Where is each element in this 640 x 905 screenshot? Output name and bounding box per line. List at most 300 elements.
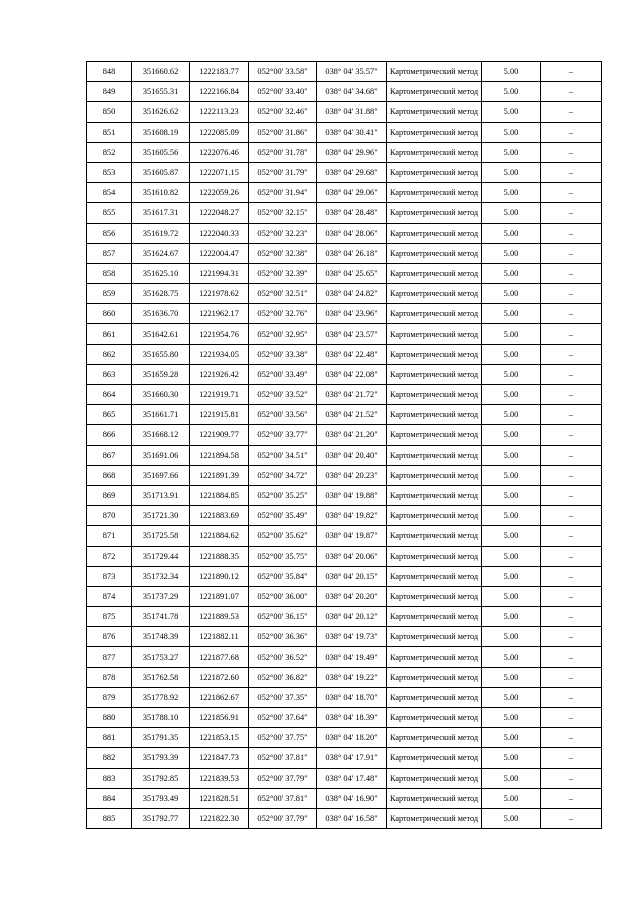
x-coordinate-cell: 351619.72 <box>132 223 190 243</box>
longitude-cell: 038° 04' 21.72" <box>317 385 387 405</box>
method-cell: Картометрический метод <box>387 687 482 707</box>
longitude-cell: 038° 04' 19.88" <box>317 485 387 505</box>
point-number-cell: 865 <box>87 405 132 425</box>
point-number-cell: 879 <box>87 687 132 707</box>
table-row <box>87 243 602 263</box>
table-row <box>87 263 602 283</box>
note-cell: – <box>541 223 602 243</box>
note-cell: – <box>541 284 602 304</box>
latitude-cell: 052°00' 36.36" <box>249 627 317 647</box>
note-cell: – <box>541 405 602 425</box>
latitude-cell: 052°00' 32.51" <box>249 284 317 304</box>
table-row <box>87 324 602 344</box>
accuracy-cell: 5.00 <box>482 223 541 243</box>
method-cell: Картометрический метод <box>387 485 482 505</box>
y-coordinate-cell: 1221954.76 <box>190 324 249 344</box>
note-cell: – <box>541 243 602 263</box>
y-coordinate-cell: 1222113.23 <box>190 102 249 122</box>
latitude-cell: 052°00' 32.23" <box>249 223 317 243</box>
point-number-cell: 859 <box>87 284 132 304</box>
method-cell: Картометрический метод <box>387 304 482 324</box>
table-row <box>87 82 602 102</box>
point-number-cell: 869 <box>87 485 132 505</box>
point-number-cell: 877 <box>87 647 132 667</box>
point-number-cell: 853 <box>87 162 132 182</box>
x-coordinate-cell: 351624.67 <box>132 243 190 263</box>
accuracy-cell: 5.00 <box>482 586 541 606</box>
y-coordinate-cell: 1221994.31 <box>190 263 249 283</box>
longitude-cell: 038° 04' 20.20" <box>317 586 387 606</box>
table-row <box>87 607 602 627</box>
accuracy-cell: 5.00 <box>482 122 541 142</box>
note-cell: – <box>541 304 602 324</box>
point-number-cell: 862 <box>87 344 132 364</box>
table-row <box>87 122 602 142</box>
y-coordinate-cell: 1221890.12 <box>190 566 249 586</box>
method-cell: Картометрический метод <box>387 728 482 748</box>
longitude-cell: 038° 04' 19.87" <box>317 526 387 546</box>
note-cell: – <box>541 788 602 808</box>
note-cell: – <box>541 647 602 667</box>
y-coordinate-cell: 1221891.07 <box>190 586 249 606</box>
method-cell: Картометрический метод <box>387 788 482 808</box>
accuracy-cell: 5.00 <box>482 364 541 384</box>
x-coordinate-cell: 351608.19 <box>132 122 190 142</box>
latitude-cell: 052°00' 37.75" <box>249 728 317 748</box>
point-number-cell: 850 <box>87 102 132 122</box>
point-number-cell: 885 <box>87 808 132 828</box>
x-coordinate-cell: 351792.85 <box>132 768 190 788</box>
note-cell: – <box>541 142 602 162</box>
x-coordinate-cell: 351721.30 <box>132 506 190 526</box>
note-cell: – <box>541 425 602 445</box>
x-coordinate-cell: 351748.39 <box>132 627 190 647</box>
method-cell: Картометрический метод <box>387 324 482 344</box>
accuracy-cell: 5.00 <box>482 183 541 203</box>
longitude-cell: 038° 04' 21.52" <box>317 405 387 425</box>
note-cell: – <box>541 768 602 788</box>
table-row <box>87 284 602 304</box>
accuracy-cell: 5.00 <box>482 647 541 667</box>
point-number-cell: 855 <box>87 203 132 223</box>
accuracy-cell: 5.00 <box>482 284 541 304</box>
y-coordinate-cell: 1222166.84 <box>190 82 249 102</box>
note-cell: – <box>541 667 602 687</box>
table-row <box>87 162 602 182</box>
longitude-cell: 038° 04' 19.22" <box>317 667 387 687</box>
coordinates-table <box>86 61 602 829</box>
latitude-cell: 052°00' 35.49" <box>249 506 317 526</box>
method-cell: Картометрический метод <box>387 768 482 788</box>
accuracy-cell: 5.00 <box>482 344 541 364</box>
x-coordinate-cell: 351793.49 <box>132 788 190 808</box>
note-cell: – <box>541 627 602 647</box>
y-coordinate-cell: 1221853.15 <box>190 728 249 748</box>
table-row <box>87 223 602 243</box>
method-cell: Картометрический метод <box>387 506 482 526</box>
table-row <box>87 667 602 687</box>
method-cell: Картометрический метод <box>387 284 482 304</box>
point-number-cell: 883 <box>87 768 132 788</box>
longitude-cell: 038° 04' 30.41" <box>317 122 387 142</box>
method-cell: Картометрический метод <box>387 243 482 263</box>
x-coordinate-cell: 351636.70 <box>132 304 190 324</box>
latitude-cell: 052°00' 33.77" <box>249 425 317 445</box>
x-coordinate-cell: 351659.28 <box>132 364 190 384</box>
latitude-cell: 052°00' 32.46" <box>249 102 317 122</box>
accuracy-cell: 5.00 <box>482 768 541 788</box>
accuracy-cell: 5.00 <box>482 808 541 828</box>
y-coordinate-cell: 1221888.35 <box>190 546 249 566</box>
y-coordinate-cell: 1221828.51 <box>190 788 249 808</box>
point-number-cell: 854 <box>87 183 132 203</box>
latitude-cell: 052°00' 36.00" <box>249 586 317 606</box>
y-coordinate-cell: 1221856.91 <box>190 708 249 728</box>
y-coordinate-cell: 1222004.47 <box>190 243 249 263</box>
accuracy-cell: 5.00 <box>482 263 541 283</box>
table-row <box>87 142 602 162</box>
note-cell: – <box>541 162 602 182</box>
y-coordinate-cell: 1221919.71 <box>190 385 249 405</box>
point-number-cell: 870 <box>87 506 132 526</box>
accuracy-cell: 5.00 <box>482 385 541 405</box>
y-coordinate-cell: 1221934.05 <box>190 344 249 364</box>
method-cell: Картометрический метод <box>387 586 482 606</box>
method-cell: Картометрический метод <box>387 142 482 162</box>
note-cell: – <box>541 586 602 606</box>
latitude-cell: 052°00' 33.49" <box>249 364 317 384</box>
table-row <box>87 708 602 728</box>
accuracy-cell: 5.00 <box>482 485 541 505</box>
longitude-cell: 038° 04' 23.96" <box>317 304 387 324</box>
latitude-cell: 052°00' 33.52" <box>249 385 317 405</box>
longitude-cell: 038° 04' 20.15" <box>317 566 387 586</box>
table-row <box>87 364 602 384</box>
method-cell: Картометрический метод <box>387 385 482 405</box>
accuracy-cell: 5.00 <box>482 82 541 102</box>
x-coordinate-cell: 351793.39 <box>132 748 190 768</box>
table-row <box>87 203 602 223</box>
longitude-cell: 038° 04' 21.20" <box>317 425 387 445</box>
latitude-cell: 052°00' 34.51" <box>249 445 317 465</box>
note-cell: – <box>541 687 602 707</box>
y-coordinate-cell: 1221884.62 <box>190 526 249 546</box>
latitude-cell: 052°00' 33.38" <box>249 344 317 364</box>
x-coordinate-cell: 351660.62 <box>132 62 190 82</box>
y-coordinate-cell: 1222048.27 <box>190 203 249 223</box>
table-row <box>87 445 602 465</box>
point-number-cell: 878 <box>87 667 132 687</box>
latitude-cell: 052°00' 36.15" <box>249 607 317 627</box>
method-cell: Картометрический метод <box>387 263 482 283</box>
method-cell: Картометрический метод <box>387 425 482 445</box>
longitude-cell: 038° 04' 34.68" <box>317 82 387 102</box>
y-coordinate-cell: 1222076.46 <box>190 142 249 162</box>
x-coordinate-cell: 351697.66 <box>132 465 190 485</box>
method-cell: Картометрический метод <box>387 465 482 485</box>
longitude-cell: 038° 04' 16.58" <box>317 808 387 828</box>
x-coordinate-cell: 351729.44 <box>132 546 190 566</box>
longitude-cell: 038° 04' 19.82" <box>317 506 387 526</box>
method-cell: Картометрический метод <box>387 647 482 667</box>
method-cell: Картометрический метод <box>387 102 482 122</box>
x-coordinate-cell: 351642.61 <box>132 324 190 344</box>
note-cell: – <box>541 183 602 203</box>
accuracy-cell: 5.00 <box>482 788 541 808</box>
y-coordinate-cell: 1221884.85 <box>190 485 249 505</box>
point-number-cell: 856 <box>87 223 132 243</box>
x-coordinate-cell: 351725.58 <box>132 526 190 546</box>
point-number-cell: 860 <box>87 304 132 324</box>
x-coordinate-cell: 351605.56 <box>132 142 190 162</box>
accuracy-cell: 5.00 <box>482 546 541 566</box>
point-number-cell: 881 <box>87 728 132 748</box>
accuracy-cell: 5.00 <box>482 405 541 425</box>
latitude-cell: 052°00' 31.86" <box>249 122 317 142</box>
y-coordinate-cell: 1221894.58 <box>190 445 249 465</box>
method-cell: Картометрический метод <box>387 82 482 102</box>
note-cell: – <box>541 344 602 364</box>
accuracy-cell: 5.00 <box>482 142 541 162</box>
y-coordinate-cell: 1221926.42 <box>190 364 249 384</box>
table-row <box>87 62 602 82</box>
latitude-cell: 052°00' 32.95" <box>249 324 317 344</box>
longitude-cell: 038° 04' 16.90" <box>317 788 387 808</box>
point-number-cell: 874 <box>87 586 132 606</box>
x-coordinate-cell: 351617.31 <box>132 203 190 223</box>
method-cell: Картометрический метод <box>387 405 482 425</box>
point-number-cell: 882 <box>87 748 132 768</box>
longitude-cell: 038° 04' 35.57" <box>317 62 387 82</box>
note-cell: – <box>541 808 602 828</box>
latitude-cell: 052°00' 31.78" <box>249 142 317 162</box>
accuracy-cell: 5.00 <box>482 62 541 82</box>
method-cell: Картометрический метод <box>387 62 482 82</box>
table-row <box>87 405 602 425</box>
point-number-cell: 867 <box>87 445 132 465</box>
latitude-cell: 052°00' 37.81" <box>249 748 317 768</box>
accuracy-cell: 5.00 <box>482 687 541 707</box>
latitude-cell: 052°00' 37.79" <box>249 768 317 788</box>
y-coordinate-cell: 1221822.30 <box>190 808 249 828</box>
point-number-cell: 848 <box>87 62 132 82</box>
latitude-cell: 052°00' 32.38" <box>249 243 317 263</box>
longitude-cell: 038° 04' 17.91" <box>317 748 387 768</box>
y-coordinate-cell: 1221862.67 <box>190 687 249 707</box>
note-cell: – <box>541 122 602 142</box>
note-cell: – <box>541 465 602 485</box>
x-coordinate-cell: 351605.87 <box>132 162 190 182</box>
y-coordinate-cell: 1221882.11 <box>190 627 249 647</box>
point-number-cell: 849 <box>87 82 132 102</box>
longitude-cell: 038° 04' 18.39" <box>317 708 387 728</box>
latitude-cell: 052°00' 34.72" <box>249 465 317 485</box>
table-row <box>87 586 602 606</box>
note-cell: – <box>541 324 602 344</box>
point-number-cell: 851 <box>87 122 132 142</box>
table-row <box>87 344 602 364</box>
longitude-cell: 038° 04' 25.65" <box>317 263 387 283</box>
accuracy-cell: 5.00 <box>482 162 541 182</box>
note-cell: – <box>541 385 602 405</box>
note-cell: – <box>541 203 602 223</box>
method-cell: Картометрический метод <box>387 748 482 768</box>
table-row <box>87 102 602 122</box>
latitude-cell: 052°00' 37.79" <box>249 808 317 828</box>
y-coordinate-cell: 1222040.33 <box>190 223 249 243</box>
point-number-cell: 871 <box>87 526 132 546</box>
note-cell: – <box>541 485 602 505</box>
latitude-cell: 052°00' 36.82" <box>249 667 317 687</box>
longitude-cell: 038° 04' 22.48" <box>317 344 387 364</box>
method-cell: Картометрический метод <box>387 546 482 566</box>
latitude-cell: 052°00' 31.94" <box>249 183 317 203</box>
point-number-cell: 884 <box>87 788 132 808</box>
x-coordinate-cell: 351691.06 <box>132 445 190 465</box>
latitude-cell: 052°00' 37.35" <box>249 687 317 707</box>
latitude-cell: 052°00' 31.79" <box>249 162 317 182</box>
point-number-cell: 857 <box>87 243 132 263</box>
y-coordinate-cell: 1221872.60 <box>190 667 249 687</box>
accuracy-cell: 5.00 <box>482 607 541 627</box>
y-coordinate-cell: 1221915.81 <box>190 405 249 425</box>
longitude-cell: 038° 04' 29.96" <box>317 142 387 162</box>
latitude-cell: 052°00' 33.40" <box>249 82 317 102</box>
accuracy-cell: 5.00 <box>482 748 541 768</box>
latitude-cell: 052°00' 35.25" <box>249 485 317 505</box>
table-row <box>87 385 602 405</box>
method-cell: Картометрический метод <box>387 808 482 828</box>
accuracy-cell: 5.00 <box>482 465 541 485</box>
y-coordinate-cell: 1222183.77 <box>190 62 249 82</box>
x-coordinate-cell: 351655.31 <box>132 82 190 102</box>
point-number-cell: 852 <box>87 142 132 162</box>
x-coordinate-cell: 351655.80 <box>132 344 190 364</box>
longitude-cell: 038° 04' 29.68" <box>317 162 387 182</box>
x-coordinate-cell: 351778.92 <box>132 687 190 707</box>
method-cell: Картометрический метод <box>387 445 482 465</box>
x-coordinate-cell: 351792.77 <box>132 808 190 828</box>
accuracy-cell: 5.00 <box>482 506 541 526</box>
note-cell: – <box>541 445 602 465</box>
x-coordinate-cell: 351660.30 <box>132 385 190 405</box>
latitude-cell: 052°00' 33.56" <box>249 405 317 425</box>
longitude-cell: 038° 04' 22.08" <box>317 364 387 384</box>
point-number-cell: 863 <box>87 364 132 384</box>
x-coordinate-cell: 351626.62 <box>132 102 190 122</box>
method-cell: Картометрический метод <box>387 122 482 142</box>
table-row <box>87 788 602 808</box>
point-number-cell: 876 <box>87 627 132 647</box>
method-cell: Картометрический метод <box>387 566 482 586</box>
table-row <box>87 465 602 485</box>
y-coordinate-cell: 1221839.53 <box>190 768 249 788</box>
method-cell: Картометрический метод <box>387 203 482 223</box>
note-cell: – <box>541 263 602 283</box>
note-cell: – <box>541 607 602 627</box>
x-coordinate-cell: 351753.27 <box>132 647 190 667</box>
table-row <box>87 485 602 505</box>
y-coordinate-cell: 1221962.17 <box>190 304 249 324</box>
table-row <box>87 304 602 324</box>
accuracy-cell: 5.00 <box>482 667 541 687</box>
y-coordinate-cell: 1221847.73 <box>190 748 249 768</box>
note-cell: – <box>541 728 602 748</box>
point-number-cell: 880 <box>87 708 132 728</box>
x-coordinate-cell: 351762.58 <box>132 667 190 687</box>
note-cell: – <box>541 506 602 526</box>
y-coordinate-cell: 1221909.77 <box>190 425 249 445</box>
point-number-cell: 858 <box>87 263 132 283</box>
table-row <box>87 808 602 828</box>
note-cell: – <box>541 748 602 768</box>
table-row <box>87 627 602 647</box>
accuracy-cell: 5.00 <box>482 243 541 263</box>
y-coordinate-cell: 1221889.53 <box>190 607 249 627</box>
method-cell: Картометрический метод <box>387 183 482 203</box>
x-coordinate-cell: 351625.10 <box>132 263 190 283</box>
note-cell: – <box>541 546 602 566</box>
note-cell: – <box>541 526 602 546</box>
x-coordinate-cell: 351788.10 <box>132 708 190 728</box>
y-coordinate-cell: 1222071.15 <box>190 162 249 182</box>
x-coordinate-cell: 351628.75 <box>132 284 190 304</box>
x-coordinate-cell: 351610.82 <box>132 183 190 203</box>
table-body <box>87 62 602 829</box>
note-cell: – <box>541 364 602 384</box>
latitude-cell: 052°00' 32.39" <box>249 263 317 283</box>
accuracy-cell: 5.00 <box>482 304 541 324</box>
accuracy-cell: 5.00 <box>482 203 541 223</box>
table-row <box>87 687 602 707</box>
table-row <box>87 768 602 788</box>
method-cell: Картометрический метод <box>387 364 482 384</box>
method-cell: Картометрический метод <box>387 708 482 728</box>
point-number-cell: 872 <box>87 546 132 566</box>
x-coordinate-cell: 351732.34 <box>132 566 190 586</box>
note-cell: – <box>541 62 602 82</box>
table-row <box>87 546 602 566</box>
y-coordinate-cell: 1221891.39 <box>190 465 249 485</box>
method-cell: Картометрический метод <box>387 344 482 364</box>
longitude-cell: 038° 04' 28.06" <box>317 223 387 243</box>
y-coordinate-cell: 1221883.69 <box>190 506 249 526</box>
longitude-cell: 038° 04' 29.06" <box>317 183 387 203</box>
method-cell: Картометрический метод <box>387 667 482 687</box>
latitude-cell: 052°00' 35.75" <box>249 546 317 566</box>
note-cell: – <box>541 708 602 728</box>
table-row <box>87 183 602 203</box>
method-cell: Картометрический метод <box>387 627 482 647</box>
accuracy-cell: 5.00 <box>482 708 541 728</box>
longitude-cell: 038° 04' 20.40" <box>317 445 387 465</box>
point-number-cell: 864 <box>87 385 132 405</box>
latitude-cell: 052°00' 35.62" <box>249 526 317 546</box>
table-row <box>87 425 602 445</box>
longitude-cell: 038° 04' 17.48" <box>317 768 387 788</box>
x-coordinate-cell: 351668.12 <box>132 425 190 445</box>
longitude-cell: 038° 04' 28.48" <box>317 203 387 223</box>
table-row <box>87 566 602 586</box>
longitude-cell: 038° 04' 24.82" <box>317 284 387 304</box>
latitude-cell: 052°00' 35.84" <box>249 566 317 586</box>
note-cell: – <box>541 82 602 102</box>
table-row <box>87 728 602 748</box>
longitude-cell: 038° 04' 23.57" <box>317 324 387 344</box>
y-coordinate-cell: 1221978.62 <box>190 284 249 304</box>
x-coordinate-cell: 351661.71 <box>132 405 190 425</box>
accuracy-cell: 5.00 <box>482 425 541 445</box>
